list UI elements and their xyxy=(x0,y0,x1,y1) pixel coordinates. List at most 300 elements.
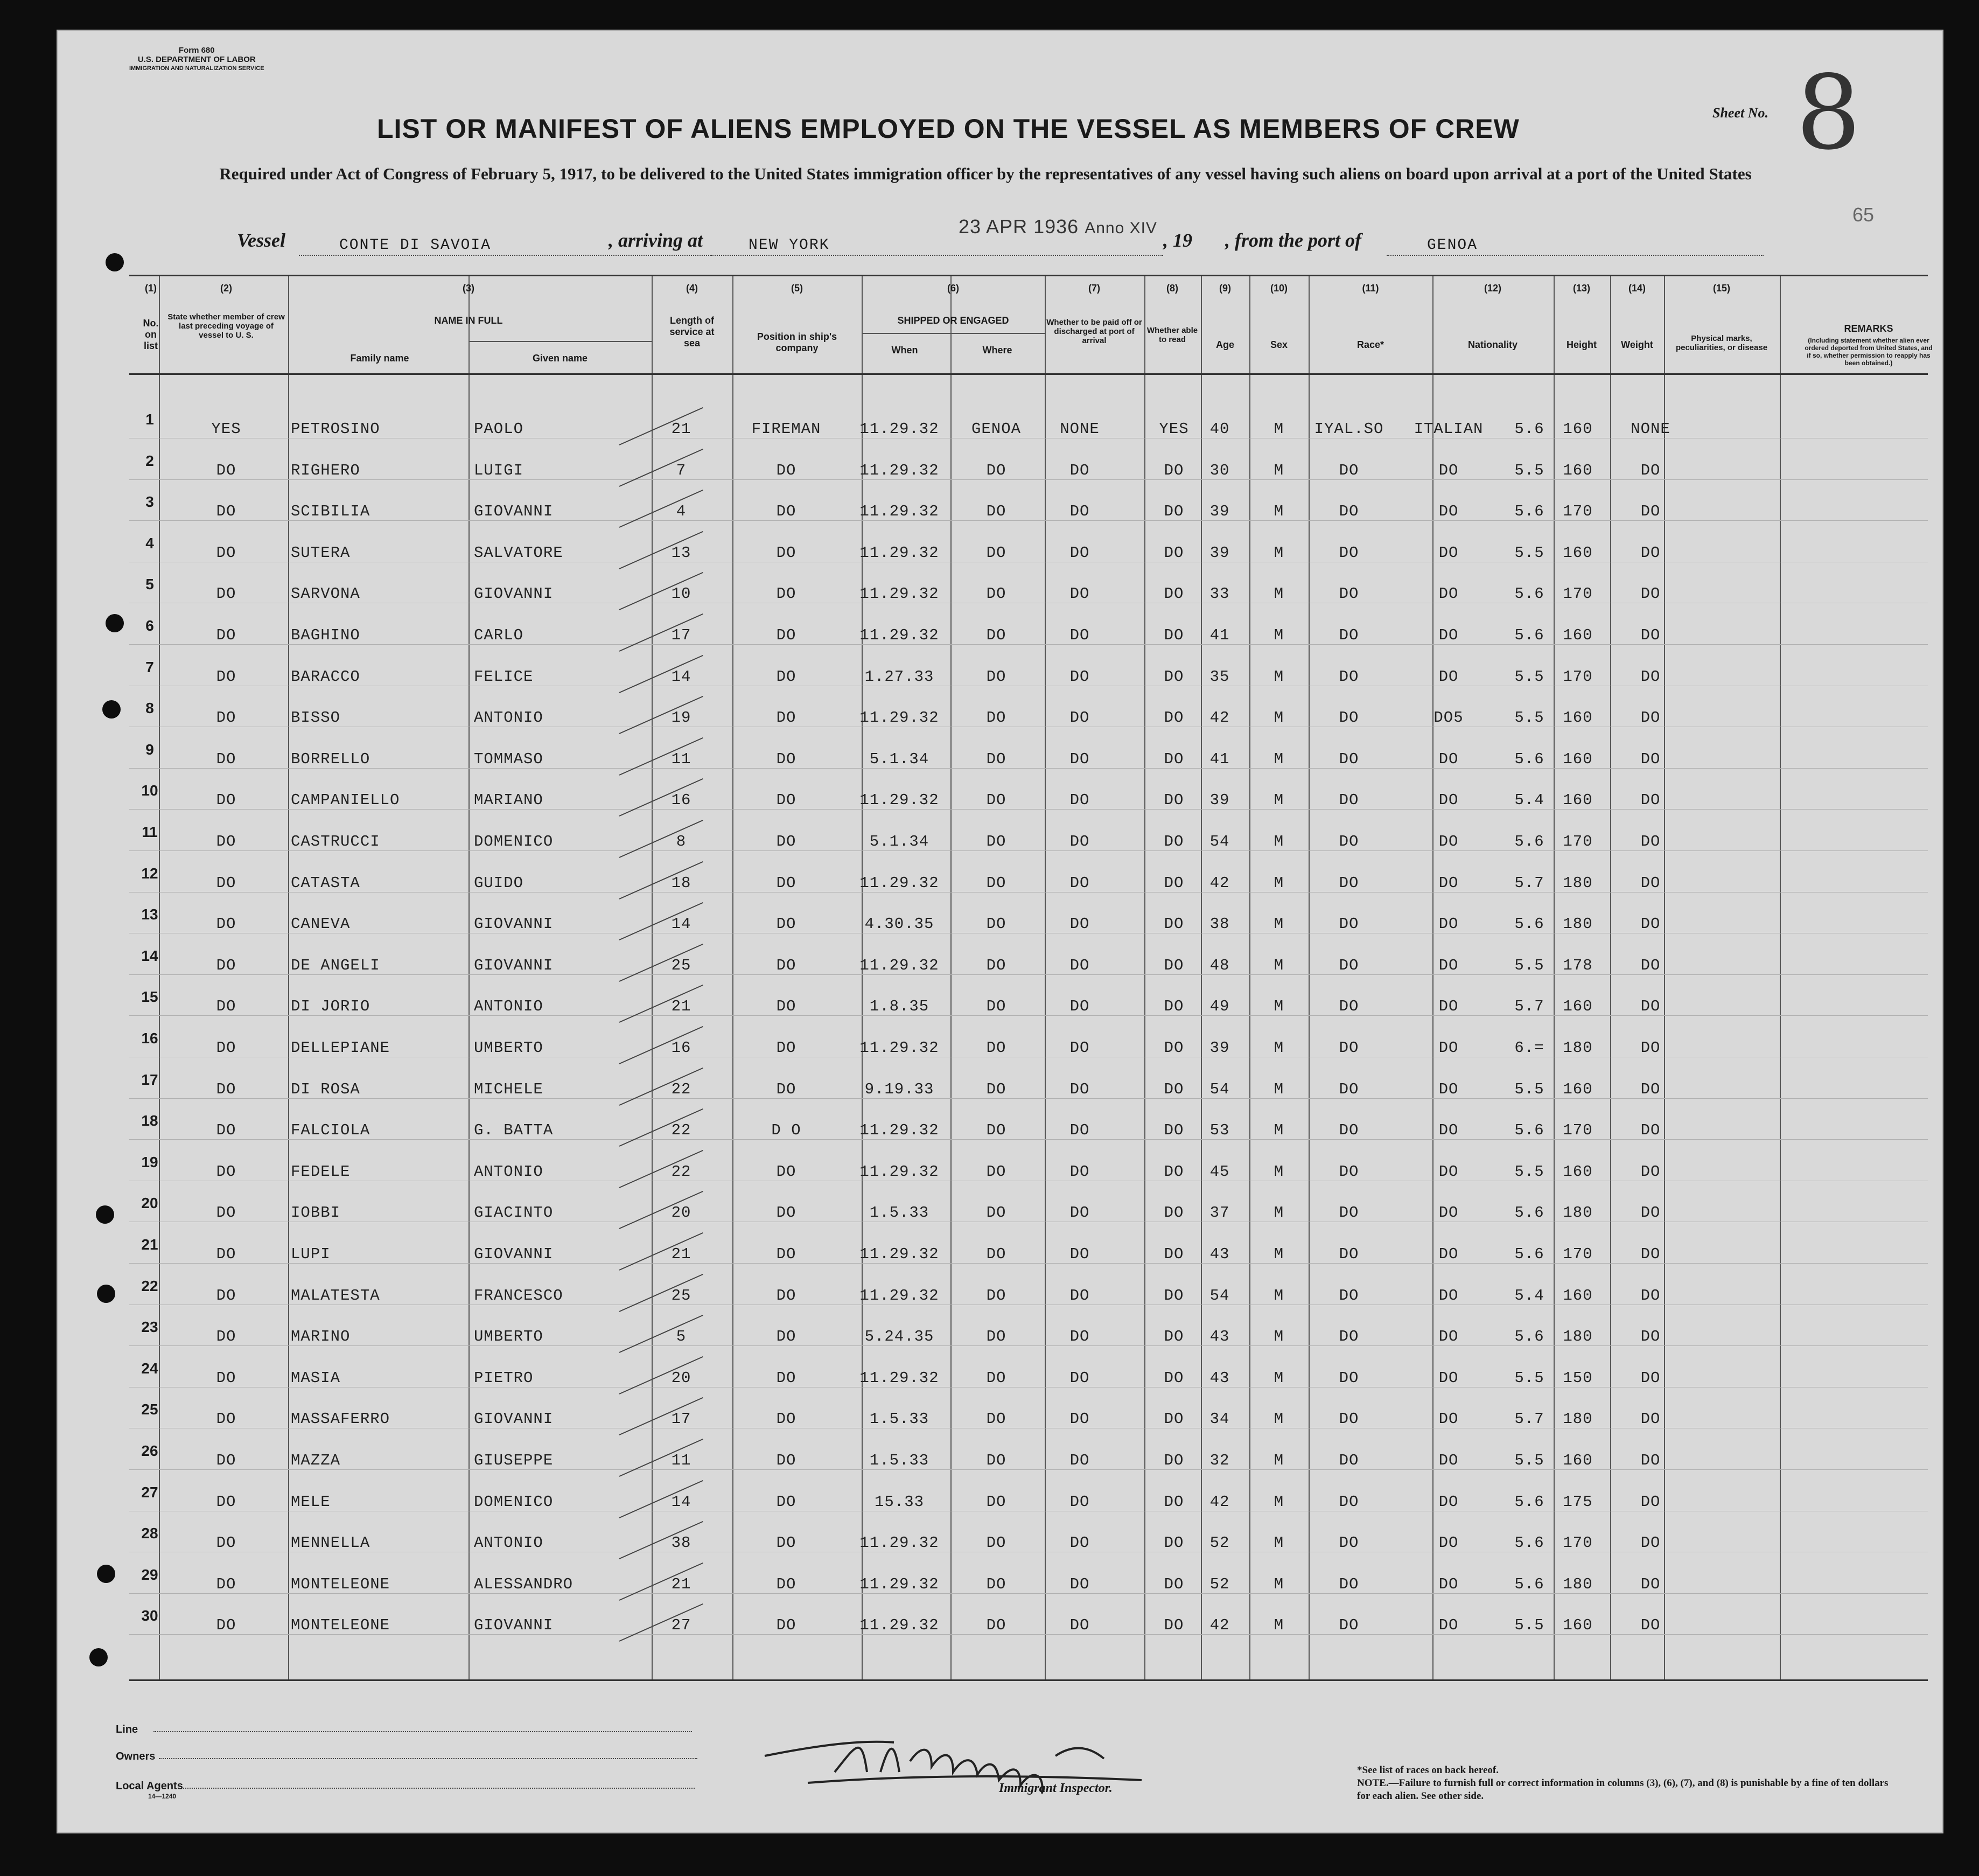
able-to-read-cell: DO xyxy=(1164,585,1184,603)
prev-voyage-cell: DO xyxy=(216,1286,236,1305)
prev-voyage-cell: DO xyxy=(216,791,236,810)
paid-off-cell: DO xyxy=(1069,956,1090,974)
weight-cell: 160 xyxy=(1563,1286,1593,1305)
nationality-cell: DO xyxy=(1438,1575,1459,1593)
weight-cell: 160 xyxy=(1563,1616,1593,1635)
sex-cell: M xyxy=(1274,998,1284,1016)
date-stamp xyxy=(959,215,1157,238)
where-cell: DO xyxy=(986,1493,1006,1511)
sex-cell: M xyxy=(1274,1575,1284,1593)
service-cell: 22 xyxy=(671,1121,691,1140)
family-name-cell: DI JORIO xyxy=(291,998,370,1016)
sex-cell: M xyxy=(1274,1410,1284,1428)
department-name: U.S. DEPARTMENT OF LABOR xyxy=(137,55,256,64)
physical-marks-cell: DO xyxy=(1640,874,1661,892)
where-cell: DO xyxy=(986,1328,1006,1346)
physical-marks-cell: DO xyxy=(1640,1616,1661,1635)
paid-off-cell: DO xyxy=(1069,874,1090,892)
where-cell: DO xyxy=(986,1452,1006,1469)
when-cell: 11.29.32 xyxy=(859,1121,939,1140)
paid-off-cell: DO xyxy=(1069,1328,1090,1346)
position-cell: D O xyxy=(771,1121,801,1140)
weight-cell: 160 xyxy=(1563,543,1593,562)
when-cell: 11.29.32 xyxy=(859,503,939,521)
physical-marks-cell: DO xyxy=(1640,998,1661,1016)
race-cell: DO xyxy=(1339,1286,1359,1305)
weight-cell: 160 xyxy=(1563,750,1593,768)
row-number: 29 xyxy=(141,1566,158,1583)
position-cell: DO xyxy=(776,1534,796,1552)
prev-voyage-cell: DO xyxy=(216,750,236,768)
age-cell: 43 xyxy=(1209,1369,1230,1387)
prev-voyage-cell: DO xyxy=(216,1328,236,1346)
able-to-read-cell: DO xyxy=(1164,1452,1184,1469)
paid-off-cell: DO xyxy=(1069,709,1090,727)
position-cell: DO xyxy=(776,956,796,974)
weight-cell: 160 xyxy=(1563,626,1593,644)
service-cell: 14 xyxy=(671,915,691,933)
position-cell: DO xyxy=(776,833,796,850)
where-cell: DO xyxy=(986,1575,1006,1593)
header-length-of-service: Length of service at sea xyxy=(669,315,715,348)
height-cell: 5.6 xyxy=(1514,1575,1544,1593)
height-cell: 5.4 xyxy=(1514,791,1544,810)
weight-cell: 175 xyxy=(1563,1493,1593,1511)
nationality-cell: DO xyxy=(1438,750,1459,768)
paid-off-cell: DO xyxy=(1069,915,1090,933)
given-name-cell: GIOVANNI xyxy=(474,1245,554,1263)
age-cell: 40 xyxy=(1209,420,1230,438)
family-name-cell: MASIA xyxy=(291,1369,341,1387)
sex-cell: M xyxy=(1274,626,1284,644)
race-cell: DO xyxy=(1339,1452,1359,1469)
nationality-cell: DO xyxy=(1438,1534,1459,1552)
where-cell: DO xyxy=(986,1039,1006,1057)
position-cell: DO xyxy=(776,1162,796,1181)
weight-cell: 160 xyxy=(1563,1080,1593,1098)
where-cell: DO xyxy=(986,1162,1006,1181)
physical-marks-cell: DO xyxy=(1640,585,1661,603)
given-name-cell: DOMENICO xyxy=(474,1493,554,1511)
prev-voyage-cell: DO xyxy=(216,1245,236,1263)
paid-off-cell: DO xyxy=(1069,461,1090,479)
physical-marks-cell: DO xyxy=(1640,956,1661,974)
when-cell: 11.29.32 xyxy=(859,874,939,892)
physical-marks-cell: DO xyxy=(1640,1162,1661,1181)
able-to-read-cell: DO xyxy=(1164,1328,1184,1346)
given-name-cell: ANTONIO xyxy=(474,998,543,1016)
height-cell: 5.4 xyxy=(1514,1286,1544,1305)
punch-hole xyxy=(106,253,124,271)
able-to-read-cell: DO xyxy=(1164,833,1184,850)
where-cell: DO xyxy=(986,1204,1006,1222)
able-to-read-cell: DO xyxy=(1164,1575,1184,1593)
header-paid-off: Whether to be paid off or discharged at port of arrival xyxy=(1046,318,1142,345)
height-cell: 5.6 xyxy=(1514,1534,1544,1552)
where-cell: DO xyxy=(986,998,1006,1016)
when-cell: 1.5.33 xyxy=(869,1452,929,1469)
able-to-read-cell: DO xyxy=(1164,915,1184,933)
age-cell: 39 xyxy=(1209,503,1230,521)
race-cell: DO xyxy=(1339,1616,1359,1635)
age-cell: 33 xyxy=(1209,585,1230,603)
header-name-in-full: NAME IN FULL xyxy=(434,315,503,326)
service-cell: 22 xyxy=(671,1080,691,1098)
service-cell: 21 xyxy=(671,1575,691,1593)
paid-off-cell: DO xyxy=(1069,1534,1090,1552)
prev-voyage-cell: DO xyxy=(216,667,236,686)
service-cell: 21 xyxy=(671,420,691,438)
race-cell: DO xyxy=(1339,750,1359,768)
weight-cell: 180 xyxy=(1563,1328,1593,1346)
when-cell: 5.24.35 xyxy=(864,1328,934,1346)
col-num-5: (5) xyxy=(791,283,803,294)
prev-voyage-cell: DO xyxy=(216,915,236,933)
weight-cell: 170 xyxy=(1563,833,1593,850)
col-num-6: (6) xyxy=(947,283,959,294)
race-cell: DO xyxy=(1339,1162,1359,1181)
nationality-cell: DO xyxy=(1438,1493,1459,1511)
paid-off-cell: DO xyxy=(1069,998,1090,1016)
family-name-cell: RIGHERO xyxy=(291,461,360,479)
nationality-cell: DO xyxy=(1438,1616,1459,1635)
sex-cell: M xyxy=(1274,956,1284,974)
when-cell: 11.29.32 xyxy=(859,1286,939,1305)
age-cell: 49 xyxy=(1209,998,1230,1016)
weight-cell: 170 xyxy=(1563,667,1593,686)
physical-marks-cell: DO xyxy=(1640,833,1661,850)
age-cell: 37 xyxy=(1209,1204,1230,1222)
penalty-note: NOTE.—Failure to furnish full or correct information in columns (3), (6), (7), and (8) is punishable by a fine of ten dollars for each alien. See other side. xyxy=(1357,1777,1889,1802)
where-cell: DO xyxy=(986,874,1006,892)
nationality-cell: DO xyxy=(1438,998,1459,1016)
prev-voyage-cell: DO xyxy=(216,1493,236,1511)
where-cell: DO xyxy=(986,585,1006,603)
age-cell: 34 xyxy=(1209,1410,1230,1428)
able-to-read-cell: DO xyxy=(1164,1410,1184,1428)
when-cell: 15.33 xyxy=(874,1493,925,1511)
page-title: LIST OR MANIFEST OF ALIENS EMPLOYED ON THE VESSEL AS MEMBERS OF CREW xyxy=(377,114,1520,144)
position-cell: DO xyxy=(776,1493,796,1511)
family-name-cell: BORRELLO xyxy=(291,750,370,768)
physical-marks-cell: DO xyxy=(1640,750,1661,768)
able-to-read-cell: DO xyxy=(1164,1204,1184,1222)
row-number: 18 xyxy=(141,1112,158,1129)
given-name-cell: GIOVANNI xyxy=(474,585,554,603)
when-cell: 11.29.32 xyxy=(859,585,939,603)
given-name-cell: GIUSEPPE xyxy=(474,1452,554,1469)
position-cell: DO xyxy=(776,791,796,810)
sex-cell: M xyxy=(1274,1245,1284,1263)
col-num-7: (7) xyxy=(1088,283,1100,294)
service-cell: 27 xyxy=(671,1616,691,1635)
physical-marks-cell: DO xyxy=(1640,915,1661,933)
when-cell: 11.29.32 xyxy=(859,543,939,562)
family-name-cell: SUTERA xyxy=(291,543,351,562)
sex-cell: M xyxy=(1274,1204,1284,1222)
given-name-cell: TOMMASO xyxy=(474,750,543,768)
date-stamp-anno: Anno XIV xyxy=(1085,219,1157,237)
height-cell: 5.5 xyxy=(1514,1080,1544,1098)
service-cell: 38 xyxy=(671,1534,691,1552)
position-cell: DO xyxy=(776,1204,796,1222)
physical-marks-cell: DO xyxy=(1640,791,1661,810)
family-name-cell: DE ANGELI xyxy=(291,956,380,974)
given-name-cell: ANTONIO xyxy=(474,1534,543,1552)
paid-off-cell: DO xyxy=(1069,585,1090,603)
service-cell: 20 xyxy=(671,1204,691,1222)
where-cell: DO xyxy=(986,667,1006,686)
able-to-read-cell: DO xyxy=(1164,791,1184,810)
weight-cell: 160 xyxy=(1563,1452,1593,1469)
sex-cell: M xyxy=(1274,750,1284,768)
sex-cell: M xyxy=(1274,791,1284,810)
prev-voyage-cell: DO xyxy=(216,1369,236,1387)
physical-marks-cell: DO xyxy=(1640,1245,1661,1263)
height-cell: 5.7 xyxy=(1514,874,1544,892)
sex-cell: M xyxy=(1274,874,1284,892)
family-name-cell: PETROSINO xyxy=(291,420,380,438)
punch-hole xyxy=(102,700,121,719)
nationality-cell: DO xyxy=(1438,1039,1459,1057)
row-number: 7 xyxy=(145,658,154,675)
row-number: 1 xyxy=(145,411,154,428)
age-cell: 41 xyxy=(1209,626,1230,644)
age-cell: 48 xyxy=(1209,956,1230,974)
able-to-read-cell: DO xyxy=(1164,1286,1184,1305)
race-cell: DO xyxy=(1339,1534,1359,1552)
height-cell: 5.6 xyxy=(1514,503,1544,521)
weight-cell: 160 xyxy=(1563,998,1593,1016)
nationality-cell: DO xyxy=(1438,1162,1459,1181)
able-to-read-cell: DO xyxy=(1164,1039,1184,1057)
weight-cell: 180 xyxy=(1563,874,1593,892)
race-cell: DO xyxy=(1339,709,1359,727)
physical-marks-cell: DO xyxy=(1640,1410,1661,1428)
age-cell: 38 xyxy=(1209,915,1230,933)
prev-voyage-cell: DO xyxy=(216,1452,236,1469)
when-cell: 5.1.34 xyxy=(869,750,929,768)
family-name-cell: DELLEPIANE xyxy=(291,1039,390,1057)
nationality-cell: DO xyxy=(1438,1204,1459,1222)
nationality-cell: DO xyxy=(1438,503,1459,521)
family-name-cell: MELE xyxy=(291,1493,331,1511)
where-cell: DO xyxy=(986,791,1006,810)
footer-line xyxy=(116,1724,138,1736)
prev-voyage-cell: DO xyxy=(216,1616,236,1635)
sex-cell: M xyxy=(1274,1452,1284,1469)
prev-voyage-cell: DO xyxy=(216,1575,236,1593)
where-cell: DO xyxy=(986,543,1006,562)
inspector-label: Immigrant Inspector. xyxy=(999,1781,1113,1795)
race-cell: DO xyxy=(1339,1369,1359,1387)
family-name-cell: SCIBILIA xyxy=(291,503,370,521)
position-cell: DO xyxy=(776,503,796,521)
physical-marks-cell: DO xyxy=(1640,543,1661,562)
where-cell: DO xyxy=(986,1616,1006,1635)
when-cell: 11.29.32 xyxy=(859,1245,939,1263)
weight-cell: 160 xyxy=(1563,791,1593,810)
family-name-cell: MASSAFERRO xyxy=(291,1410,390,1428)
position-cell: DO xyxy=(776,461,796,479)
age-cell: 54 xyxy=(1209,833,1230,850)
given-name-cell: GIOVANNI xyxy=(474,1616,554,1635)
race-cell: DO xyxy=(1339,1493,1359,1511)
header-race: Race* xyxy=(1356,339,1384,350)
nationality-cell: DO xyxy=(1438,874,1459,892)
sheet-number-value: 8 xyxy=(1796,53,1861,172)
sex-cell: M xyxy=(1274,1162,1284,1181)
race-cell: DO xyxy=(1339,1575,1359,1593)
race-cell: DO xyxy=(1339,1121,1359,1140)
physical-marks-cell: DO xyxy=(1640,1493,1661,1511)
where-cell: DO xyxy=(986,1245,1006,1263)
service-cell: 4 xyxy=(676,503,687,521)
when-cell: 4.30.35 xyxy=(864,915,934,933)
height-cell: 5.6 xyxy=(1514,1121,1544,1140)
service-cell: 17 xyxy=(671,1410,691,1428)
where-cell: DO xyxy=(986,1410,1006,1428)
when-cell: 11.29.32 xyxy=(859,1039,939,1057)
punch-hole xyxy=(89,1648,108,1666)
given-name-cell: UMBERTO xyxy=(474,1328,543,1346)
given-name-cell: FELICE xyxy=(474,667,534,686)
height-cell: 5.5 xyxy=(1514,709,1544,727)
height-cell: 5.6 xyxy=(1514,585,1544,603)
able-to-read-cell: DO xyxy=(1164,503,1184,521)
service-cell: 25 xyxy=(671,1286,691,1305)
height-cell: 5.5 xyxy=(1514,1162,1544,1181)
when-cell: 1.5.33 xyxy=(869,1204,929,1222)
where-cell: DO xyxy=(986,750,1006,768)
service-cell: 11 xyxy=(671,1452,691,1469)
height-cell: 6.= xyxy=(1514,1039,1544,1057)
sex-cell: M xyxy=(1274,709,1284,727)
nationality-cell: DO xyxy=(1438,626,1459,644)
race-cell: DO xyxy=(1339,833,1359,850)
given-name-cell: FRANCESCO xyxy=(474,1286,563,1305)
physical-marks-cell: DO xyxy=(1640,461,1661,479)
form-number: Form 680 xyxy=(178,46,215,55)
height-cell: 5.5 xyxy=(1514,543,1544,562)
nationality-cell: DO xyxy=(1438,667,1459,686)
able-to-read-cell: DO xyxy=(1164,1121,1184,1140)
header-when: When xyxy=(891,345,918,355)
able-to-read-cell: YES xyxy=(1159,420,1189,438)
paid-off-cell: DO xyxy=(1069,1286,1090,1305)
col-num-12: (12) xyxy=(1484,283,1502,294)
race-cell: DO xyxy=(1339,998,1359,1016)
given-name-cell: UMBERTO xyxy=(474,1039,543,1057)
line-label: Line xyxy=(116,1724,138,1735)
crew-table xyxy=(129,275,1928,1681)
age-cell: 43 xyxy=(1209,1245,1230,1263)
age-cell: 54 xyxy=(1209,1286,1230,1305)
position-cell: DO xyxy=(776,750,796,768)
paid-off-cell: DO xyxy=(1069,543,1090,562)
row-number: 23 xyxy=(141,1319,158,1336)
row-number: 6 xyxy=(145,617,154,634)
weight-cell: 160 xyxy=(1563,461,1593,479)
where-cell: DO xyxy=(986,461,1006,479)
header-nationality: Nationality xyxy=(1467,339,1518,350)
race-cell: DO xyxy=(1339,1328,1359,1346)
form-number-block xyxy=(129,46,264,73)
position-cell: DO xyxy=(776,1410,796,1428)
position-cell: DO xyxy=(776,1616,796,1635)
age-cell: 39 xyxy=(1209,543,1230,562)
family-name-cell: CASTRUCCI xyxy=(291,833,380,850)
family-name-cell: MONTELEONE xyxy=(291,1575,390,1593)
year-label: , 19 xyxy=(1163,229,1192,251)
nationality-cell: DO xyxy=(1438,1410,1459,1428)
row-number: 11 xyxy=(142,824,158,840)
weight-cell: 160 xyxy=(1563,420,1593,438)
service-cell: 8 xyxy=(676,833,687,850)
col-num-4: (4) xyxy=(686,283,698,294)
weight-cell: 170 xyxy=(1563,1534,1593,1552)
row-number: 14 xyxy=(141,947,158,964)
when-cell: 11.29.32 xyxy=(859,420,939,438)
row-number: 21 xyxy=(141,1236,158,1253)
header-no-on-list: No. on list xyxy=(143,318,159,351)
nationality-cell: DO xyxy=(1438,956,1459,974)
page-subtitle: Required under Act of Congress of February 5, 1917, to be delivered to the United States immigration officer by the representatives of any vessel having such aliens on board upon arrival at a port of the United States xyxy=(219,164,1752,183)
family-name-cell: BAGHINO xyxy=(291,626,360,644)
prev-voyage-cell: DO xyxy=(216,1080,236,1098)
prev-voyage-cell: DO xyxy=(216,543,236,562)
age-cell: 39 xyxy=(1209,791,1230,810)
paid-off-cell: DO xyxy=(1069,1575,1090,1593)
when-cell: 11.29.32 xyxy=(859,791,939,810)
from-port: GENOA xyxy=(1427,237,1478,254)
weight-cell: 150 xyxy=(1563,1369,1593,1387)
nationality-cell: DO xyxy=(1438,1080,1459,1098)
able-to-read-cell: DO xyxy=(1164,1080,1184,1098)
header-physical-marks: Physical marks, peculiarities, or disease xyxy=(1675,334,1768,352)
prev-voyage-cell: DO xyxy=(216,1204,236,1222)
given-name-cell: ANTONIO xyxy=(474,1162,543,1181)
physical-marks-cell: DO xyxy=(1640,1204,1661,1222)
paid-off-cell: DO xyxy=(1069,1162,1090,1181)
prev-voyage-cell: DO xyxy=(216,833,236,850)
when-cell: 1.8.35 xyxy=(869,998,929,1016)
weight-cell: 180 xyxy=(1563,1410,1593,1428)
paid-off-cell: DO xyxy=(1069,1369,1090,1387)
vessel-label: Vessel xyxy=(237,229,285,251)
service-cell: 11 xyxy=(671,750,691,768)
able-to-read-cell: DO xyxy=(1164,874,1184,892)
service-cell: 21 xyxy=(671,998,691,1016)
given-name-cell: CARLO xyxy=(474,626,524,644)
nationality-cell: ITALIAN xyxy=(1414,420,1484,438)
age-cell: 30 xyxy=(1209,461,1230,479)
physical-marks-cell: DO xyxy=(1640,1452,1661,1469)
footer-note xyxy=(1357,1764,1896,1803)
physical-marks-cell: DO xyxy=(1640,709,1661,727)
nationality-cell: DO xyxy=(1438,791,1459,810)
when-cell: 5.1.34 xyxy=(869,833,929,850)
age-cell: 53 xyxy=(1209,1121,1230,1140)
row-number: 26 xyxy=(141,1442,158,1459)
where-cell: DO xyxy=(986,833,1006,850)
row-number: 15 xyxy=(141,988,158,1006)
where-cell: DO xyxy=(986,956,1006,974)
where-cell: DO xyxy=(986,915,1006,933)
row-number: 22 xyxy=(141,1277,158,1294)
race-cell: DO xyxy=(1339,1410,1359,1428)
header-able-to-read: Whether able to read xyxy=(1146,326,1198,344)
